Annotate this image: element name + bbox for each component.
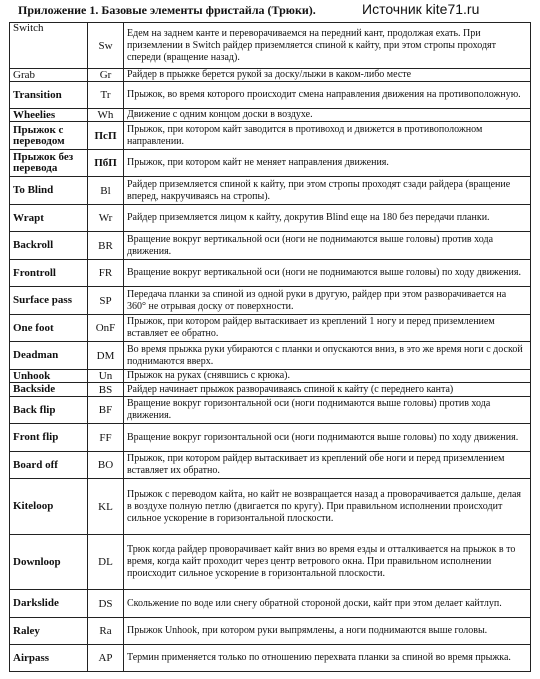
trick-description: Прыжок, при котором кайт не меняет направления движения. <box>124 150 531 177</box>
trick-name: Wrapt <box>10 205 88 232</box>
trick-abbr: BF <box>88 397 124 424</box>
table-row <box>10 315 531 342</box>
trick-description: Движение с одним концом доски в воздухе. <box>124 109 531 122</box>
trick-name: Grab <box>10 69 88 82</box>
trick-abbr: BS <box>88 383 124 397</box>
trick-name: Backroll <box>10 232 88 260</box>
trick-abbr: Gr <box>88 69 124 82</box>
trick-description: Прыжок, при котором кайт заводится в противоход и движется в противоположном направлении. <box>124 122 531 150</box>
trick-name: Front flip <box>10 424 88 452</box>
trick-name: Raley <box>10 618 88 645</box>
table-row <box>10 479 531 535</box>
table-row <box>10 232 531 260</box>
table-row <box>10 618 531 645</box>
trick-name: Прыжок без перевода <box>10 150 88 177</box>
trick-name: Unhook <box>10 370 88 383</box>
table-row <box>10 645 531 672</box>
trick-abbr: BO <box>88 452 124 479</box>
trick-abbr: BR <box>88 232 124 260</box>
trick-name: Downloop <box>10 535 88 590</box>
trick-name: Deadman <box>10 342 88 370</box>
trick-abbr: DS <box>88 590 124 618</box>
trick-abbr: SP <box>88 287 124 315</box>
table-row <box>10 122 531 150</box>
table-row <box>10 342 531 370</box>
table-row <box>10 535 531 590</box>
trick-abbr: Un <box>88 370 124 383</box>
trick-description: Вращение вокруг горизонтальной оси (ноги поднимаются выше головы) по ходу движения. <box>124 424 531 452</box>
trick-abbr: Ra <box>88 618 124 645</box>
trick-name: Back flip <box>10 397 88 424</box>
trick-abbr: Wh <box>88 109 124 122</box>
trick-abbr: DL <box>88 535 124 590</box>
page-title: Приложение 1. Базовые элементы фристайла (Трюки). <box>18 3 316 17</box>
trick-abbr: FF <box>88 424 124 452</box>
trick-description: Скольжение по воде или снегу обратной стороной доски, кайт при этом делает кайтлуп. <box>124 590 531 618</box>
trick-name: Transition <box>10 82 88 109</box>
trick-description: Трюк когда райдер проворачивает кайт вниз во время езды и отталкивается на прыжок в то время, когда кайт проходит через центр ветрового окна. При правильном исполнении происходит сильное ускорение в горизонтальной плоскости. <box>124 535 531 590</box>
trick-description: Едем на заднем канте и переворачиваемся на передний кант, продолжая ехать. При приземлении в Switch райдер приземляется спиной к кайту, при этом стропы проходят спереди (вращение назад). <box>124 23 531 69</box>
table-row <box>10 287 531 315</box>
trick-description: Прыжок на руках (снявшись с крюка). <box>124 370 531 383</box>
trick-description: Во время прыжка руки убираются с планки и опускаются вниз, в это же время ноги с доской поднимаются вверх. <box>124 342 531 370</box>
trick-abbr: Wr <box>88 205 124 232</box>
trick-abbr: Tr <box>88 82 124 109</box>
trick-abbr: OnF <box>88 315 124 342</box>
trick-abbr: KL <box>88 479 124 535</box>
table-row <box>10 205 531 232</box>
trick-description: Райдер приземляется спиной к кайту, при этом стропы проходят сзади райдера (вращение вперед, накручиваясь на стропы). <box>124 177 531 205</box>
trick-description: Термин применяется только по отношению перехвата планки за спиной во время прыжка. <box>124 645 531 672</box>
trick-description: Райдер начинает прыжок разворачиваясь спиной к кайту (с переднего канта) <box>124 383 531 397</box>
trick-description: Вращение вокруг вертикальной оси (ноги не поднимаются выше головы) против хода движения. <box>124 232 531 260</box>
trick-description: Прыжок, во время которого происходит смена направления движения на противоположную. <box>124 82 531 109</box>
trick-description: Райдер в прыжке берется рукой за доску/лыжи в каком-либо месте <box>124 69 531 82</box>
trick-name: Airpass <box>10 645 88 672</box>
header <box>0 0 540 22</box>
trick-description: Вращение вокруг горизонтальной оси (ноги поднимаются выше головы) против хода движения. <box>124 397 531 424</box>
trick-name: Backside <box>10 383 88 397</box>
trick-abbr: Sw <box>88 23 124 69</box>
trick-name: One foot <box>10 315 88 342</box>
trick-name: Frontroll <box>10 260 88 287</box>
trick-name: Прыжок с переводом <box>10 122 88 150</box>
table-row <box>10 383 531 397</box>
tricks-table <box>9 22 531 672</box>
trick-description: Прыжок с переводом кайта, но кайт не возвращается назад а проворачивается дальше, делая в воздухе полную петлю (двигается по кругу). При правильном исполнении происходит сильное ускорение в горизонтальной плоскости. <box>124 479 531 535</box>
table-row <box>10 69 531 82</box>
trick-description: Вращение вокруг вертикальной оси (ноги не поднимаются выше головы) по ходу движения. <box>124 260 531 287</box>
trick-abbr: FR <box>88 260 124 287</box>
trick-description: Прыжок Unhook, при котором руки выпрямлены, а ноги поднимаются выше головы. <box>124 618 531 645</box>
trick-name: Board off <box>10 452 88 479</box>
table-row <box>10 397 531 424</box>
table-row <box>10 260 531 287</box>
trick-name: Wheelies <box>10 109 88 122</box>
table-row <box>10 150 531 177</box>
trick-abbr: ПсП <box>88 122 124 150</box>
trick-abbr: DM <box>88 342 124 370</box>
trick-description: Прыжок, при котором райдер вытаскивает из креплений обе ноги и перед приземлением вставляет их обратно. <box>124 452 531 479</box>
trick-description: Прыжок, при котором райдер вытаскивает из креплений 1 ногу и перед приземлением вставляет ее обратно. <box>124 315 531 342</box>
table-row <box>10 109 531 122</box>
table-row <box>10 424 531 452</box>
trick-name: Darkslide <box>10 590 88 618</box>
table-row <box>10 370 531 383</box>
source-note: Источник kite71.ru <box>362 1 480 17</box>
trick-name: Surface pass <box>10 287 88 315</box>
trick-name: Kiteloop <box>10 479 88 535</box>
trick-abbr: ПбП <box>88 150 124 177</box>
trick-description: Райдер приземляется лицом к кайту, докрутив Blind еще на 180 без передачи планки. <box>124 205 531 232</box>
trick-abbr: AP <box>88 645 124 672</box>
trick-description: Передача планки за спиной из одной руки в другую, райдер при этом разворачивается на 360° не отрывая доску от поверхности. <box>124 287 531 315</box>
table-row <box>10 23 531 69</box>
table-row <box>10 82 531 109</box>
trick-abbr: Bl <box>88 177 124 205</box>
table-row <box>10 177 531 205</box>
table-row <box>10 452 531 479</box>
trick-name: To Blind <box>10 177 88 205</box>
table-row <box>10 590 531 618</box>
trick-name: Switch <box>10 23 88 69</box>
